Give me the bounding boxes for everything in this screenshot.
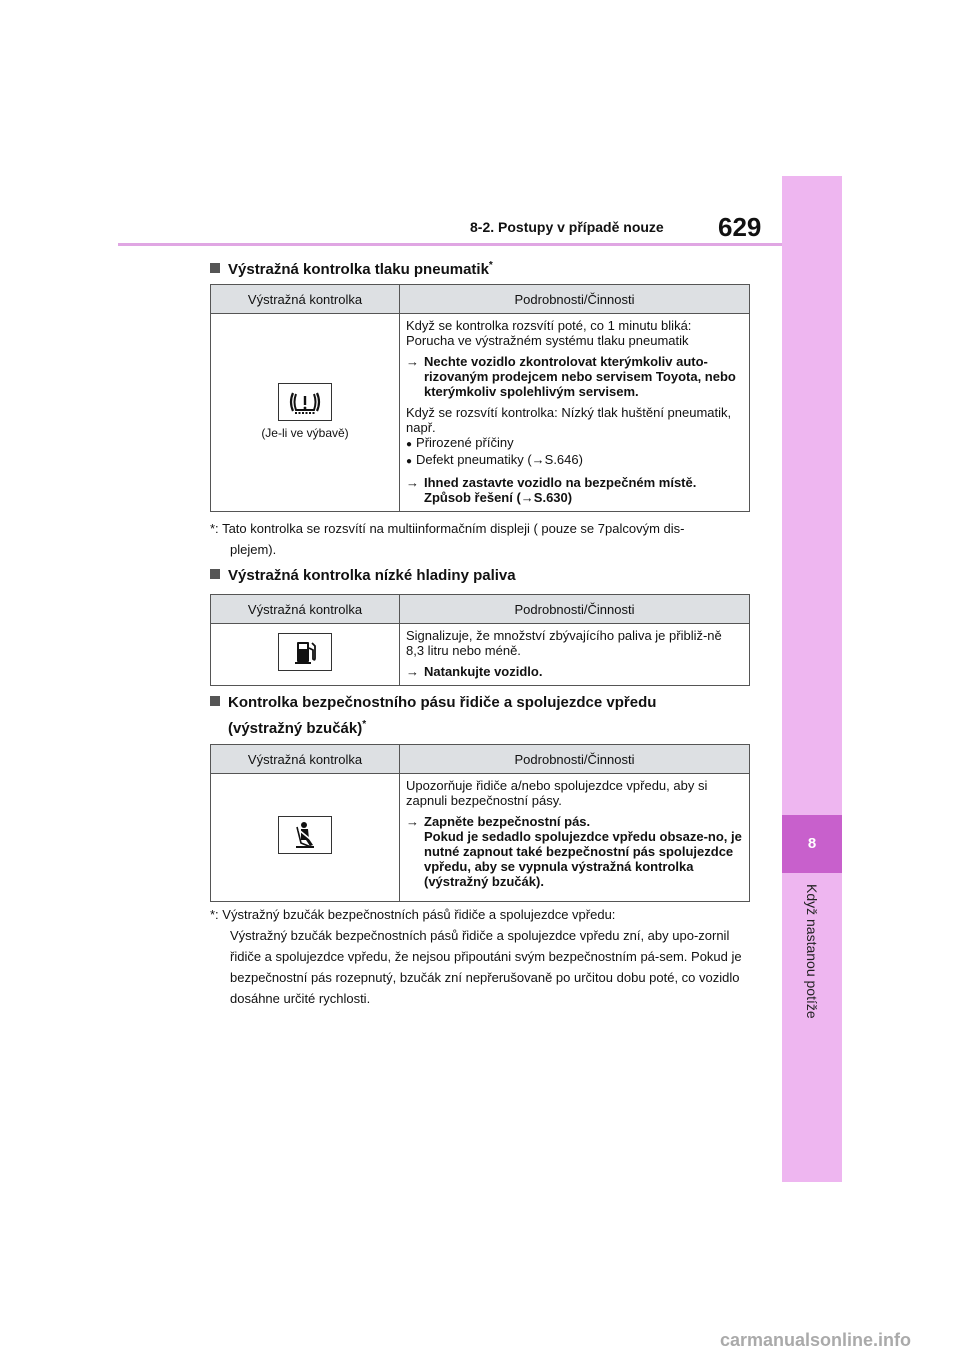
column-header-details: Podrobnosti/Činnosti (400, 285, 750, 314)
header-divider (118, 243, 782, 246)
bullet-item: ● Přirozené příčiny (406, 435, 743, 452)
action-row (406, 354, 743, 399)
lamp-cell (211, 774, 400, 902)
arrow-icon: → (406, 664, 419, 679)
details-text: Když se rozsvítí kontrolka: Nízký tlak huštění pneumatik, např. (406, 405, 732, 435)
table-seatbelt (210, 744, 750, 902)
column-header-lamp: Výstražná kontrolka (211, 595, 400, 624)
action-row (406, 814, 743, 889)
heading-bullet-icon (210, 696, 220, 706)
column-header-lamp: Výstražná kontrolka (211, 285, 400, 314)
column-header-lamp: Výstražná kontrolka (211, 745, 400, 774)
details-text: Když se kontrolka rozsvítí poté, co 1 minutu bliká: Porucha ve výstražném systému tlaku pneumatik (406, 318, 692, 348)
footnote-text: Tato kontrolka se rozsvítí na multiinformačním displeji ( pouze se 7palcovým dis- (222, 521, 685, 536)
watermark: carmanualsonline.info (720, 1330, 912, 1350)
details-cell (400, 774, 750, 902)
heading-seatbelt: Kontrolka bezpečnostního pásu řidiče a spolujezdce vpředu (výstražný bzučák)* (210, 692, 656, 740)
column-header-details: Podrobnosti/Činnosti (400, 745, 750, 774)
table-fuel (210, 594, 750, 686)
action-row (406, 475, 743, 505)
heading-tire-pressure: Výstražná kontrolka tlaku pneumatik* (210, 255, 493, 281)
action-text: Zapněte bezpečnostní pás. Pokud je sedadlo spolujezdce vpředu obsaze-no, je nutné zapnout také bezpečnostní pás spolujezdce vpředu, aby se vypnula výstražná kontrolka (výstražný bzučák). (424, 814, 742, 889)
tire-pressure-warning-icon (278, 383, 332, 421)
heading-bullet-icon (210, 263, 220, 273)
action-text: Ihned zastavte vozidlo na bezpečném místě. Způsob řešení (→S.630) (424, 475, 697, 505)
footnote-seatbelt (210, 904, 750, 1009)
heading-bullet-icon (210, 569, 220, 579)
icon-note: (Je-li ve výbavě) (261, 425, 349, 440)
details-cell (400, 624, 750, 686)
page-number: 629 (718, 212, 762, 242)
fuel-pump-icon (278, 633, 332, 671)
footnote-text-cont: plejem). (230, 542, 277, 557)
footnote-mark: *: (210, 521, 219, 536)
arrow-icon: → (406, 475, 419, 490)
details-text: Signalizuje, že množství zbývajícího paliva je přibliž-ně 8,3 litru nebo méně. (406, 628, 722, 658)
bullet-item: ● Defekt pneumatiky (→S.646) (406, 452, 743, 469)
lamp-cell (211, 624, 400, 686)
heading-fuel: Výstražná kontrolka nízké hladiny paliva (210, 565, 516, 587)
column-header-details: Podrobnosti/Činnosti (400, 595, 750, 624)
details-text: Upozorňuje řidiče a/nebo spolujezdce vpředu, aby si zapnuli bezpečnostní pásy. (406, 778, 708, 808)
arrow-icon: → (406, 354, 419, 369)
footnote-mark: *: (210, 907, 219, 922)
action-text: Natankujte vozidlo. (424, 664, 543, 679)
chapter-number-tab[interactable]: 8 (782, 815, 842, 873)
table-tire-pressure (210, 284, 750, 512)
lamp-cell (211, 314, 400, 512)
action-text: Nechte vozidlo zkontrolovat kterýmkoliv auto-rizovaným prodejcem nebo servisem Toyota, nebo kterýmkoliv spolehlivým servisem. (424, 354, 736, 399)
footnote-text-cont: Výstražný bzučák bezpečnostních pásů řidiče a spolujezdce vpředu zní, aby upo-zornil řidiče a spolujezdce vpředu, že nejsou připoutáni svým bezpečnostním pá-sem. Pokud je bezpečnostní pás rozepnutý, bzučák zní nepřerušovaně po určitou dobu poté, co vozidlo dosáhne určité rychlosti. (230, 928, 742, 1006)
footnote-tire-pressure (210, 518, 750, 560)
chapter-title: Když nastanou potíže (804, 884, 820, 1019)
arrow-icon: → (406, 814, 419, 829)
seatbelt-reminder-icon (278, 816, 332, 854)
footnote-text: Výstražný bzučák bezpečnostních pásů řidiče a spolujezdce vpředu: (222, 907, 616, 922)
details-cell (400, 314, 750, 512)
action-row (406, 664, 743, 679)
section-header: 8-2. Postupy v případě nouze (470, 219, 664, 235)
